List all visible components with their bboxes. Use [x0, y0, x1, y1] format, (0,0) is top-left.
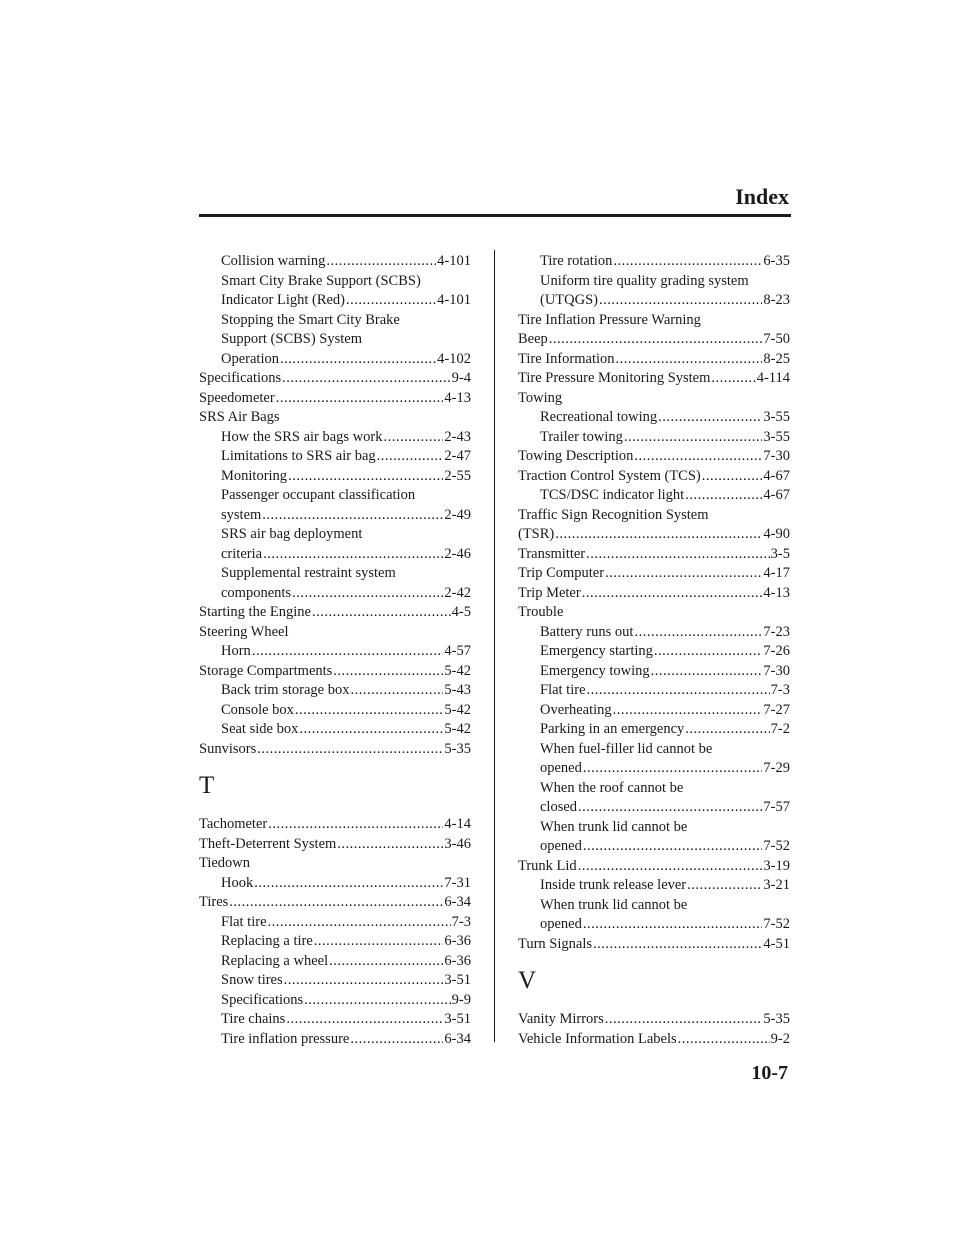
- entry-page-ref: 7-3: [770, 682, 790, 698]
- entry-page-ref: 3-21: [763, 877, 790, 893]
- index-subentry: [518, 759, 790, 779]
- entry-label: Inside trunk release lever: [540, 877, 687, 893]
- dot-leader: [288, 467, 443, 487]
- index-subentry: [199, 272, 471, 292]
- entry-page-ref: 3-46: [444, 835, 471, 852]
- index-subentry: [199, 350, 471, 370]
- dot-leader: [282, 369, 451, 389]
- entry-page-ref: 5-35: [763, 1011, 790, 1027]
- entry-label: Horn: [221, 643, 251, 659]
- dot-leader: [599, 291, 762, 311]
- index-entry: [518, 330, 790, 350]
- entry-label: Tire inflation pressure: [221, 1030, 350, 1047]
- dot-leader: [333, 662, 443, 682]
- index-subentry: [518, 291, 790, 311]
- dot-leader: [268, 913, 451, 933]
- dot-leader: [613, 252, 762, 272]
- entry-page-ref: 4-90: [763, 526, 790, 542]
- entry-page-ref: 5-35: [444, 740, 471, 757]
- index-entry: [518, 935, 790, 955]
- index-entry: [518, 1030, 790, 1050]
- entry-page-ref: 8-23: [763, 292, 790, 308]
- index-entry: [199, 662, 471, 682]
- entry-label: Back trim storage box: [221, 682, 350, 698]
- page-number: 10-7: [751, 1062, 788, 1084]
- index-subentry: [199, 311, 471, 331]
- index-subentry: [518, 798, 790, 818]
- entry-label: Support (SCBS) System: [221, 331, 362, 347]
- index-subentry: [199, 1010, 471, 1030]
- dot-leader: [658, 408, 762, 428]
- entry-page-ref: 2-42: [444, 584, 471, 601]
- entry-page-ref: 3-19: [763, 857, 790, 874]
- dot-leader: [329, 952, 443, 972]
- index-subentry: [518, 915, 790, 935]
- dot-leader: [263, 545, 443, 565]
- entry-page-ref: 9-9: [451, 991, 471, 1008]
- entry-label: Trip Meter: [518, 584, 581, 601]
- entry-label: Tire rotation: [540, 253, 613, 269]
- dot-leader: [326, 252, 436, 272]
- entry-label: Trailer towing: [540, 428, 623, 445]
- entry-page-ref: 3-55: [763, 409, 790, 425]
- dot-leader: [586, 545, 770, 565]
- dot-leader: [299, 720, 443, 740]
- index-entry: [199, 740, 471, 760]
- entry-label: opened: [540, 916, 582, 932]
- entry-label: Tiedown: [199, 855, 251, 871]
- section-letter: T: [199, 772, 215, 799]
- entry-label: Trunk Lid: [518, 857, 577, 874]
- index-subentry: [518, 837, 790, 857]
- entry-label: Parking in an emergency: [540, 721, 685, 737]
- dot-leader: [292, 584, 443, 604]
- dot-leader: [280, 350, 436, 370]
- index-entry: [518, 311, 790, 331]
- entry-label: Sunvisors: [199, 740, 257, 757]
- entry-page-ref: 2-46: [444, 545, 471, 562]
- entry-label: Tire Inflation Pressure Warning: [518, 311, 701, 328]
- dot-leader: [605, 564, 762, 584]
- dot-leader: [314, 932, 444, 952]
- entry-page-ref: 2-55: [444, 467, 471, 484]
- index-subentry: [518, 642, 790, 662]
- dot-leader: [654, 642, 763, 662]
- entry-page-ref: 3-55: [763, 428, 790, 445]
- dot-leader: [377, 447, 444, 467]
- entry-label: Tire Pressure Monitoring System: [518, 370, 711, 386]
- dot-leader: [276, 389, 444, 409]
- entry-label: Turn Signals: [518, 935, 593, 952]
- dot-leader: [350, 1030, 443, 1050]
- index-subentry: [199, 874, 471, 894]
- index-entry: [518, 1010, 790, 1030]
- index-entry: [199, 835, 471, 855]
- dot-leader: [346, 291, 436, 311]
- index-entry: [518, 467, 790, 487]
- index-entry: [518, 389, 790, 409]
- entry-label: Recreational towing: [540, 409, 658, 425]
- entry-label: closed: [540, 799, 578, 815]
- entry-label: When trunk lid cannot be: [540, 818, 688, 835]
- index-subentry: [199, 701, 471, 721]
- entry-page-ref: 4-114: [756, 370, 790, 386]
- entry-label: Replacing a wheel: [221, 952, 329, 969]
- entry-page-ref: 6-34: [444, 894, 471, 910]
- entry-page-ref: 2-47: [444, 448, 471, 464]
- dot-leader: [578, 798, 762, 818]
- dot-leader: [337, 835, 443, 855]
- dot-leader: [583, 915, 763, 935]
- dot-leader: [711, 369, 755, 389]
- entry-label: Specifications: [199, 370, 282, 386]
- index-subentry: [199, 506, 471, 526]
- entry-label: system: [221, 506, 262, 523]
- entry-label: How the SRS air bags work: [221, 428, 383, 445]
- index-subentry: [199, 525, 471, 545]
- entry-label: Smart City Brake Support (SCBS): [221, 272, 421, 289]
- column-divider: [494, 250, 495, 1042]
- index-subentry: [199, 428, 471, 448]
- entry-label: Tires: [199, 894, 229, 910]
- entry-page-ref: 4-67: [763, 487, 790, 503]
- entry-page-ref: 7-27: [763, 701, 790, 718]
- index-subentry: [199, 545, 471, 565]
- entry-label: Console box: [221, 701, 294, 718]
- entry-page-ref: 2-49: [444, 506, 471, 523]
- index-subentry: [199, 252, 471, 272]
- index-entry: [518, 447, 790, 467]
- index-column-right: [518, 252, 790, 1049]
- entry-page-ref: 5-42: [444, 701, 471, 718]
- dot-leader: [678, 1030, 770, 1050]
- index-subentry: [518, 701, 790, 721]
- dot-leader: [295, 701, 444, 721]
- entry-label: Specifications: [221, 991, 304, 1008]
- index-subentry: [199, 642, 471, 662]
- entry-label: Hook: [221, 874, 254, 891]
- index-subentry: [199, 932, 471, 952]
- entry-label: Overheating: [540, 701, 612, 718]
- entry-page-ref: 3-51: [444, 1011, 471, 1027]
- entry-label: Supplemental restraint system: [221, 565, 396, 581]
- entry-page-ref: 7-31: [444, 874, 471, 891]
- entry-page-ref: 7-29: [763, 760, 790, 776]
- entry-label: Towing: [518, 389, 563, 406]
- entry-label: Traction Control System (TCS): [518, 467, 701, 484]
- entry-label: Beep: [518, 331, 548, 347]
- index-entry: [199, 623, 471, 643]
- dot-leader: [304, 991, 451, 1011]
- index-subentry: [199, 681, 471, 701]
- entry-page-ref: 4-13: [763, 584, 790, 601]
- entry-label: Trip Computer: [518, 565, 605, 581]
- entry-label: Seat side box: [221, 721, 299, 737]
- index-subentry: [518, 662, 790, 682]
- entry-label: components: [221, 584, 292, 601]
- entry-page-ref: 7-57: [763, 799, 790, 815]
- entry-page-ref: 4-102: [437, 350, 471, 367]
- index-subentry: [518, 272, 790, 292]
- index-subentry: [199, 1030, 471, 1050]
- dot-leader: [587, 681, 770, 701]
- entry-label: (TSR): [518, 526, 555, 542]
- dot-leader: [613, 701, 763, 721]
- index-entry: [518, 350, 790, 370]
- dot-leader: [634, 623, 762, 643]
- index-subentry: [199, 952, 471, 972]
- entry-page-ref: 6-36: [444, 933, 471, 949]
- dot-leader: [583, 759, 763, 779]
- entry-page-ref: 7-30: [763, 662, 790, 679]
- entry-label: Limitations to SRS air bag: [221, 448, 376, 464]
- entry-label: Flat tire: [221, 913, 267, 930]
- entry-page-ref: 4-101: [437, 292, 471, 308]
- dot-leader: [312, 603, 451, 623]
- entry-page-ref: 7-3: [451, 913, 471, 930]
- dot-leader: [583, 837, 763, 857]
- index-entry: [518, 857, 790, 877]
- dot-leader: [286, 1010, 443, 1030]
- dot-leader: [687, 876, 762, 896]
- entry-label: Emergency starting: [540, 643, 653, 659]
- dot-leader: [229, 893, 443, 913]
- section-letter: V: [518, 967, 537, 994]
- entry-page-ref: 7-52: [763, 838, 790, 854]
- dot-leader: [616, 350, 763, 370]
- index-subentry: [199, 720, 471, 740]
- entry-label: Towing Description: [518, 448, 634, 464]
- entry-page-ref: 6-35: [763, 253, 790, 269]
- entry-page-ref: 4-101: [437, 253, 471, 269]
- entry-label: Battery runs out: [540, 623, 634, 640]
- entry-page-ref: 5-42: [444, 721, 471, 737]
- dot-leader: [651, 662, 763, 682]
- index-entry: [518, 506, 790, 526]
- index-entry: [199, 603, 471, 623]
- entry-label: SRS Air Bags: [199, 409, 280, 425]
- entry-label: Trouble: [518, 604, 564, 620]
- index-subentry: [518, 896, 790, 916]
- index-subentry: [199, 330, 471, 350]
- dot-leader: [702, 467, 763, 487]
- entry-label: Uniform tire quality grading system: [540, 272, 749, 289]
- entry-page-ref: 7-30: [763, 448, 790, 464]
- entry-page-ref: 4-5: [451, 604, 471, 620]
- entry-page-ref: 9-4: [451, 370, 471, 386]
- index-subentry: [199, 291, 471, 311]
- dot-leader: [350, 681, 443, 701]
- entry-page-ref: 7-2: [770, 721, 790, 737]
- index-subentry: [518, 681, 790, 701]
- index-subentry: [199, 447, 471, 467]
- index-subentry: [199, 467, 471, 487]
- entry-label: Theft-Deterrent System: [199, 835, 337, 852]
- index-subentry: [199, 971, 471, 991]
- entry-label: opened: [540, 838, 582, 854]
- entry-label: TCS/DSC indicator light: [540, 487, 685, 503]
- dot-leader: [254, 874, 443, 894]
- entry-label: Vanity Mirrors: [518, 1011, 604, 1027]
- entry-label: Stopping the Smart City Brake: [221, 311, 400, 328]
- entry-page-ref: 4-14: [444, 816, 471, 832]
- entry-label: When trunk lid cannot be: [540, 896, 688, 913]
- index-subentry: [518, 779, 790, 799]
- dot-leader: [582, 584, 763, 604]
- entry-label: Storage Compartments: [199, 662, 333, 679]
- index-entry: [518, 545, 790, 565]
- index-subentry: [518, 252, 790, 272]
- index-entry: [199, 408, 471, 428]
- entry-page-ref: 7-23: [763, 623, 790, 640]
- dot-leader: [555, 525, 762, 545]
- dot-leader: [605, 1010, 763, 1030]
- dot-leader: [685, 720, 769, 740]
- index-subentry: [199, 913, 471, 933]
- dot-leader: [257, 740, 443, 760]
- entry-page-ref: 4-67: [763, 467, 790, 484]
- index-entry: [518, 369, 790, 389]
- index-subentry: [518, 818, 790, 838]
- entry-label: Replacing a tire: [221, 933, 313, 949]
- entry-label: Tachometer: [199, 816, 268, 832]
- index-entry: [199, 854, 471, 874]
- entry-page-ref: 2-43: [444, 428, 471, 445]
- entry-label: Emergency towing: [540, 662, 650, 679]
- entry-label: Operation: [221, 350, 279, 367]
- page-header-title: Index: [735, 184, 789, 209]
- entry-label: (UTQGS): [540, 292, 598, 308]
- entry-page-ref: 8-25: [763, 350, 790, 367]
- dot-leader: [685, 486, 762, 506]
- entry-page-ref: 4-57: [444, 643, 471, 659]
- index-subentry: [199, 486, 471, 506]
- index-subentry: [518, 876, 790, 896]
- index-subentry: [518, 486, 790, 506]
- entry-page-ref: 4-13: [444, 389, 471, 406]
- dot-leader: [268, 815, 443, 835]
- entry-label: criteria: [221, 545, 263, 562]
- index-entry: [199, 815, 471, 835]
- dot-leader: [593, 935, 762, 955]
- index-subentry: [518, 740, 790, 760]
- index-entry: [199, 893, 471, 913]
- entry-label: Collision warning: [221, 253, 326, 269]
- entry-page-ref: 6-36: [444, 952, 471, 969]
- entry-label: Steering Wheel: [199, 623, 289, 640]
- entry-label: Flat tire: [540, 682, 586, 698]
- entry-page-ref: 7-52: [763, 916, 790, 932]
- dot-leader: [252, 642, 444, 662]
- index-entry: [518, 525, 790, 545]
- dot-leader: [262, 506, 443, 526]
- index-subentry: [518, 408, 790, 428]
- entry-page-ref: 4-51: [763, 935, 790, 952]
- entry-label: Monitoring: [221, 467, 288, 484]
- entry-page-ref: 3-5: [770, 545, 790, 562]
- dot-leader: [549, 330, 763, 350]
- index-subentry: [199, 564, 471, 584]
- entry-label: When the roof cannot be: [540, 779, 684, 796]
- index-subentry: [518, 720, 790, 740]
- index-column-left: [199, 252, 471, 1049]
- index-subentry: [518, 428, 790, 448]
- index-entry: [518, 564, 790, 584]
- dot-leader: [634, 447, 762, 467]
- entry-label: Tire chains: [221, 1011, 286, 1027]
- index-subentry: [199, 584, 471, 604]
- entry-page-ref: 7-50: [763, 331, 790, 347]
- entry-label: When fuel-filler lid cannot be: [540, 740, 713, 757]
- dot-leader: [384, 428, 444, 448]
- dot-leader: [578, 857, 763, 877]
- index-subentry: [518, 623, 790, 643]
- entry-page-ref: 7-26: [763, 643, 790, 659]
- index-subentry: [199, 991, 471, 1011]
- entry-label: Indicator Light (Red): [221, 292, 346, 308]
- entry-page-ref: 5-42: [444, 662, 471, 679]
- entry-page-ref: 3-51: [444, 972, 471, 988]
- entry-label: Speedometer: [199, 389, 275, 406]
- entry-page-ref: 5-43: [444, 682, 471, 698]
- index-entry: [199, 369, 471, 389]
- entry-page-ref: 4-17: [763, 565, 790, 581]
- header-rule: [199, 214, 791, 217]
- entry-label: Traffic Sign Recognition System: [518, 506, 709, 523]
- entry-page-ref: 6-34: [444, 1030, 471, 1047]
- entry-label: opened: [540, 760, 582, 776]
- dot-leader: [284, 971, 444, 991]
- index-entry: [518, 603, 790, 623]
- entry-label: Passenger occupant classification: [221, 487, 416, 503]
- entry-label: Starting the Engine: [199, 604, 311, 620]
- index-entry: [199, 389, 471, 409]
- entry-page-ref: 9-2: [770, 1030, 790, 1047]
- entry-label: Snow tires: [221, 972, 283, 988]
- entry-label: SRS air bag deployment: [221, 526, 363, 542]
- entry-label: Vehicle Information Labels: [518, 1030, 677, 1047]
- entry-label: Transmitter: [518, 545, 586, 562]
- entry-label: Tire Information: [518, 350, 615, 367]
- index-entry: [518, 584, 790, 604]
- dot-leader: [624, 428, 763, 448]
